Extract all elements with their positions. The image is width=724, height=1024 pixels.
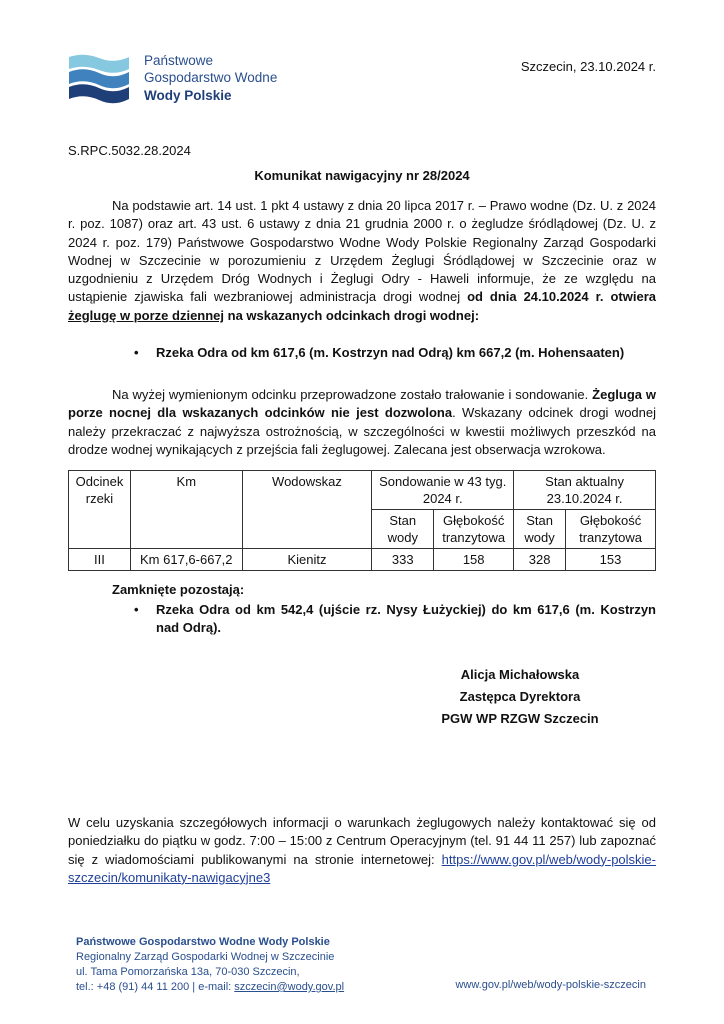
logo-line-2: Gospodarstwo Wodne bbox=[144, 70, 278, 85]
cell-sound-depth: 158 bbox=[434, 549, 514, 571]
contact-info-text: W celu uzyskania szczegółowych informacji o warunkach żeglugowych należy kontaktować się od poniedziałku do piątku w godz. 7:00 – 15:00 z Centrum Operacyjnym (tel. 91 44 11 257) lub zapoznać się z wiadomościami publikowanymi na stronie internetowej: bbox=[68, 815, 656, 867]
cell-cur-depth: 153 bbox=[566, 549, 656, 571]
footer-phone: tel.: +48 (91) 44 11 200 | e-mail: bbox=[76, 981, 235, 993]
signatory-name: Alicja Michałowska bbox=[460, 667, 580, 682]
notice-text-1: Na wyżej wymienionym odcinku przeprowadzone zostało trałowanie i sondowanie. bbox=[112, 387, 593, 402]
sounding-table bbox=[68, 470, 656, 571]
notice-bold: Żegluga w porze nocnej dla wskazanych odcinków nie jest dozwolona bbox=[68, 387, 656, 421]
table-header-row bbox=[69, 471, 656, 510]
closed-section-heading: Zamknięte pozostają: bbox=[112, 582, 245, 597]
komunikaty-link[interactable]: https://www.gov.pl/web/wody-polskie-szczecin/komunikaty-nawigacyjne3 bbox=[68, 851, 656, 885]
footer-address bbox=[76, 935, 344, 995]
closed-section-item bbox=[134, 601, 656, 638]
footer-email-link[interactable]: szczecin@wody.gov.pl bbox=[234, 981, 345, 993]
notice-paragraph bbox=[68, 386, 656, 459]
closed-section-text: Rzeka Odra od km 542,4 (ujście rz. Nysy Łużyckiej) do km 617,6 (m. Kostrzyn nad Odrą). bbox=[156, 602, 656, 636]
waves-logo-icon bbox=[68, 52, 130, 108]
cell-km: Km 617,6-667,2 bbox=[130, 549, 242, 571]
intro-bold-end: na wskazanych odcinkach drogi wodnej: bbox=[224, 307, 480, 323]
subheader-sound-level: Stan wody bbox=[372, 510, 434, 549]
header-km: Km bbox=[130, 471, 242, 549]
bullet-icon: • bbox=[134, 602, 139, 617]
subheader-sound-depth: Głębokość tranzytowa bbox=[434, 510, 514, 549]
footer-rzgw: Regionalny Zarząd Gospodarki Wodnej w Szczecinie bbox=[76, 951, 335, 963]
cell-cur-level: 328 bbox=[514, 549, 566, 571]
footer-contact bbox=[76, 980, 344, 995]
table-row bbox=[69, 549, 656, 571]
header-current: Stan aktualny 23.10.2024 r. bbox=[514, 471, 656, 510]
cell-section: III bbox=[69, 549, 131, 571]
intro-bold: od dnia 24.10.2024 r. otwiera bbox=[467, 289, 656, 305]
logo-line-1: Państwowe bbox=[144, 53, 214, 68]
signatory-office: PGW WP RZGW Szczecin bbox=[441, 711, 599, 726]
cell-gauge: Kienitz bbox=[242, 549, 372, 571]
notice-text-2: . Wskazany odcinek drogi wodnej należy przekraczać z najwyższa ostrożnością, w szczególności w kwestii możliwych przeszkód na drodze wodnej wynikających z przejścia fali żeglugowej. Zalecana jest obserwacja wzrokowa. bbox=[68, 405, 656, 457]
footer-website: www.gov.pl/web/wody-polskie-szczecin bbox=[455, 979, 646, 991]
header-section: Odcinek rzeki bbox=[69, 471, 131, 549]
footer-org: Państwowe Gospodarstwo Wodne Wody Polskie bbox=[76, 936, 330, 948]
intro-underlined: żeglugę w porze dziennej bbox=[68, 307, 225, 323]
footer-street: ul. Tama Pomorzańska 13a, 70-030 Szczecin, bbox=[76, 966, 300, 978]
reference-number: S.RPC.5032.28.2024 bbox=[68, 143, 191, 158]
wody-polskie-logo bbox=[68, 50, 308, 114]
intro-text: Na podstawie art. 14 ust. 1 pkt 4 ustawy z dnia 20 lipca 2017 r. – Prawo wodne (Dz. U. z 2024 r. poz. 1087) oraz art. 43 ust. 6 ustawy z dnia 21 grudnia 2000 r. o żegludze śródlądowej (Dz. U. z 2024 r. poz. 179) Państwowe Gospodarstwo Wodne Wody Polskie Regionalny Zarząd Gospodarki Wodnej w Szczecinie w porozumieniu z Urzędem Żeglugi Śródlądowej w Szczecinie oraz w uzgodnieniu z Urzędem Dróg Wodnych i Żeglugi Odry - Haweli informuje, że ze względu na ustąpienie zjawiska fali wezbraniowej administracja drogi wodnej bbox=[68, 198, 656, 305]
signature-block bbox=[430, 664, 610, 730]
subheader-cur-level: Stan wody bbox=[514, 510, 566, 549]
contact-info-paragraph bbox=[68, 814, 656, 887]
header-sounding: Sondowanie w 43 tyg. 2024 r. bbox=[372, 471, 514, 510]
cell-sound-level: 333 bbox=[372, 549, 434, 571]
logo-line-3: Wody Polskie bbox=[144, 88, 232, 103]
open-section-text: Rzeka Odra od km 617,6 (m. Kostrzyn nad Odrą) km 667,2 (m. Hohensaaten) bbox=[156, 345, 625, 360]
document-title: Komunikat nawigacyjny nr 28/2024 bbox=[254, 168, 470, 183]
header-gauge: Wodowskaz bbox=[242, 471, 372, 549]
bullet-icon: • bbox=[134, 345, 139, 360]
document-date: Szczecin, 23.10.2024 r. bbox=[520, 59, 656, 74]
intro-paragraph bbox=[68, 197, 656, 325]
subheader-cur-depth: Głębokość tranzytowa bbox=[566, 510, 656, 549]
signatory-position: Zastępca Dyrektora bbox=[459, 689, 581, 704]
